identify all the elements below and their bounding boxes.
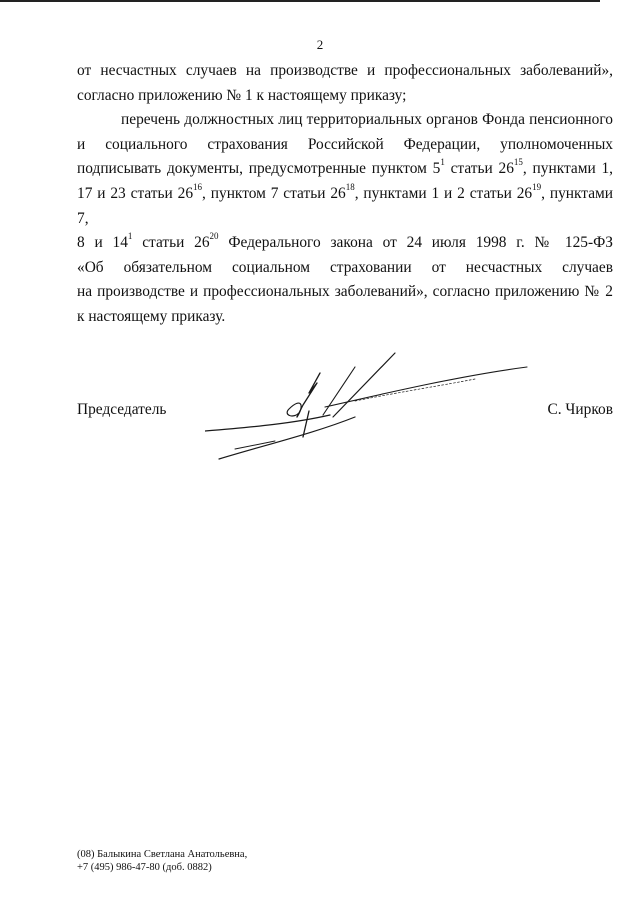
signatory-name: С. Чирков <box>547 401 613 418</box>
paragraph-2-line-5 <box>77 231 613 256</box>
paragraph-2-line-7: на производстве и профессиональных заболеваний», согласно приложению № 2 <box>77 283 613 301</box>
paragraph-2-line-6: «Об обязательном социальном страховании от несчастных случаев <box>77 258 613 276</box>
paragraph-2-line-2: и социального страхования Российской Федерации, уполномоченных <box>77 135 613 153</box>
footer-contact <box>77 848 247 874</box>
text-fragment: статьи 26 <box>444 160 514 178</box>
top-rule <box>0 0 600 2</box>
text-fragment: статьи 26 <box>132 234 210 252</box>
paragraph-2-line-4 <box>77 182 613 231</box>
superscript: 18 <box>345 181 355 192</box>
paragraph-2-line-3 <box>77 157 613 182</box>
text-fragment: Федерального закона от 24 июля 1998 г. № 125-ФЗ <box>218 234 613 252</box>
document-body <box>77 59 613 330</box>
signature-block <box>77 401 613 423</box>
signatory-position: Председатель <box>77 401 167 418</box>
paragraph-1 <box>77 59 613 108</box>
page-number: 2 <box>316 37 324 52</box>
paragraph-1-line-1: от несчастных случаев на производстве и профессиональных заболеваний», <box>77 62 613 79</box>
paragraph-2-line-8: к настоящему приказу. <box>77 307 226 325</box>
superscript: 20 <box>209 231 219 242</box>
superscript: 15 <box>513 157 523 168</box>
text-fragment: , пунктом 7 статьи 26 <box>202 184 346 202</box>
text-fragment: , пунктами 7, <box>77 184 614 227</box>
paragraph-2-line-1: перечень должностных лиц территориальных органов Фонда пенсионного <box>121 111 613 129</box>
signature-stroke <box>355 379 475 401</box>
text-fragment: 8 и 14 <box>77 234 128 252</box>
text-fragment: 17 и 23 статьи 26 <box>77 184 194 202</box>
superscript: 1 <box>127 231 133 242</box>
superscript: 16 <box>193 181 203 192</box>
superscript: 1 <box>440 157 445 168</box>
footer-line-2: +7 (495) 986-47-80 (доб. 0882) <box>77 862 212 873</box>
text-fragment: , пунктами 1 и 2 статьи 26 <box>354 184 533 202</box>
paragraph-2 <box>77 108 613 329</box>
footer-line-1: (08) Балыкина Светлана Анатольевна, <box>77 849 248 860</box>
superscript: 19 <box>532 181 542 192</box>
signature-stroke <box>219 417 355 459</box>
paragraph-1-line-2: согласно приложению № 1 к настоящему приказу; <box>77 86 407 104</box>
text-fragment: , пунктами 1, <box>522 160 613 178</box>
text-fragment: подписывать документы, предусмотренные пунктом 5 <box>77 160 441 178</box>
